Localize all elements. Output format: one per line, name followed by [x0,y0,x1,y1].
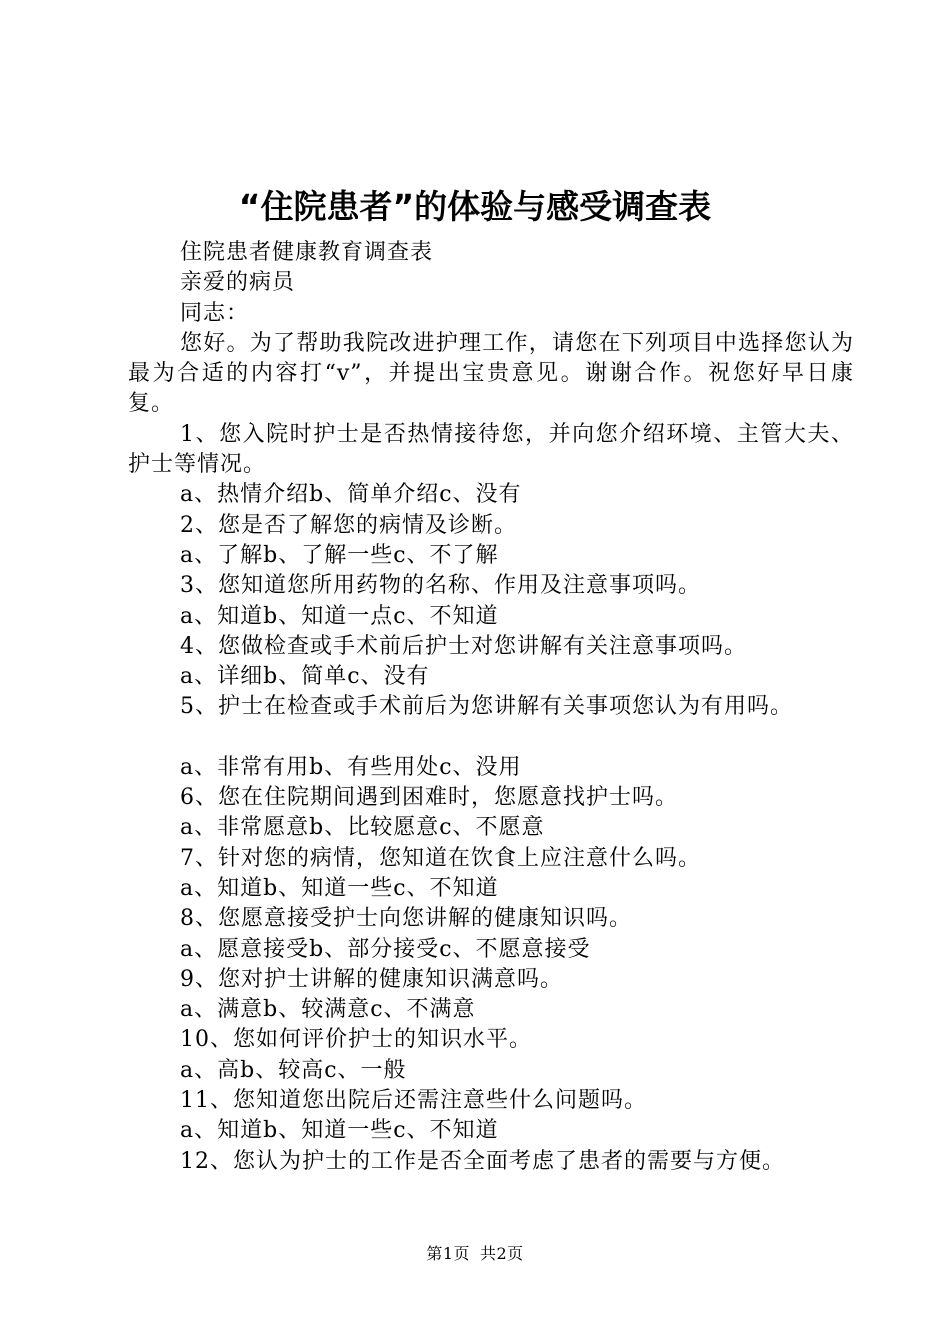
options-4: a、详细b、简单c、没有 [180,664,430,690]
page-total: 共2页 [480,1244,524,1263]
options-5: a、非常有用b、有些用处c、没用 [180,754,522,780]
options-9: a、满意b、较满意c、不满意 [180,997,476,1023]
question-3: 3、您知道您所用药物的名称、作用及注意事项吗。 [180,573,701,599]
question-5: 5、护士在检查或手术前后为您讲解有关事项您认为有用吗。 [180,694,793,720]
document-body [128,238,854,1177]
question-1: 1、您入院时护士是否热情接待您，并向您介绍环境、主管大夫、护士等情况。 [128,421,854,478]
question-7: 7、针对您的病情，您知道在饮食上应注意什么吗。 [180,845,701,871]
options-3: a、知道b、知道一点c、不知道 [180,603,499,629]
document-title: “住院患者”的体验与感受调查表 [238,187,712,226]
options-6: a、非常愿意b、比较愿意c、不愿意 [180,815,545,841]
question-10: 10、您如何评价护士的知识水平。 [180,1027,532,1053]
options-8: a、愿意接受b、部分接受c、不愿意接受 [180,936,591,962]
question-12: 12、您认为护士的工作是否全面考虑了患者的需要与方便。 [180,1148,785,1174]
options-2: a、了解b、了解一些c、不了解 [180,542,499,568]
options-10: a、高b、较高c、一般 [180,1057,407,1083]
question-6: 6、您在住院期间遇到困难时，您愿意找护士吗。 [180,785,678,811]
page-footer [0,1243,950,1265]
options-1: a、热情介绍b、简单介绍c、没有 [180,482,522,508]
intro-paragraph: 您好。为了帮助我院改进护理工作，请您在下列项目中选择您认为最为合适的内容打“v”，并提出宝贵意见。谢谢合作。祝您好早日康复。 [128,330,854,417]
question-11: 11、您知道您出院后还需注意些什么问题吗。 [180,1088,647,1114]
subtitle: 住院患者健康教育调查表 [180,240,434,265]
salutation-continued: 同志： [180,300,250,326]
question-2: 2、您是否了解您的病情及诊断。 [180,512,517,538]
question-4: 4、您做检查或手术前后护士对您讲解有关注意事项吗。 [180,633,747,659]
options-7: a、知道b、知道一些c、不知道 [180,875,499,901]
salutation: 亲爱的病员 [180,270,296,296]
question-8: 8、您愿意接受护士向您讲解的健康知识吗。 [180,906,632,932]
options-11: a、知道b、知道一些c、不知道 [180,1118,499,1144]
question-9: 9、您对护士讲解的健康知识满意吗。 [180,966,563,992]
page-number: 第1页 [426,1244,470,1263]
